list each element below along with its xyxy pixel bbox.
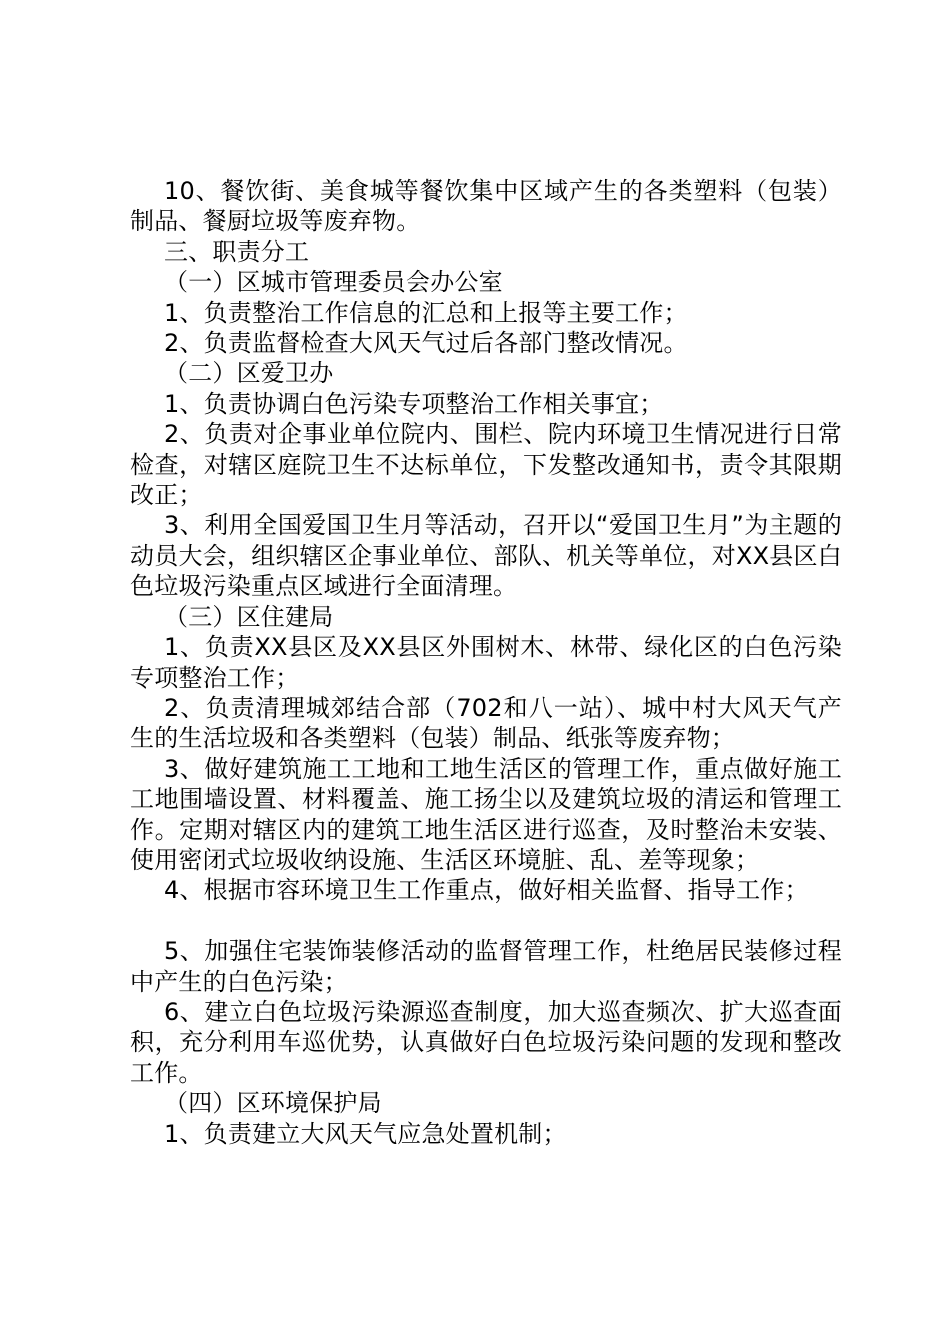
paragraph-item: 6、建立白色垃圾污染源巡查制度，加大巡查频次、扩大巡查面积，充分利用车巡优势，认真做好白色垃圾污染问题的发现和整改工作。 bbox=[130, 997, 842, 1087]
paragraph-item: 5、加强住宅装饰装修活动的监督管理工作，杜绝居民装修过程中产生的白色污染； bbox=[130, 937, 842, 996]
subsection-heading-patriotic-health: （二）区爱卫办 bbox=[164, 359, 334, 388]
paragraph-item-10: 10、餐饮街、美食城等餐饮集中区域产生的各类塑料（包装）制品、餐厨垃圾等废弃物。 bbox=[130, 177, 842, 236]
subsection-heading-environmental-protection: （四）区环境保护局 bbox=[164, 1089, 382, 1118]
document-body bbox=[130, 176, 842, 1149]
section-heading-duties: 三、职责分工 bbox=[164, 237, 310, 266]
paragraph-item: 1、负责整治工作信息的汇总和上报等主要工作； bbox=[164, 298, 688, 327]
paragraph-item: 2、负责对企事业单位院内、围栏、院内环境卫生情况进行日常检查，对辖区庭院卫生不达标单位，下发整改通知书，责令其限期改正； bbox=[130, 420, 842, 510]
subsection-heading-city-management: （一）区城市管理委员会办公室 bbox=[164, 268, 503, 297]
paragraph-item: 2、负责监督检查大风天气过后各部门整改情况。 bbox=[164, 329, 688, 358]
paragraph-item: 3、做好建筑施工工地和工地生活区的管理工作，重点做好施工工地围墙设置、材料覆盖、施工扬尘以及建筑垃圾的清运和管理工作。定期对辖区内的建筑工地生活区进行巡查，及时整治未安装、使用密闭式垃圾收纳设施、生活区环境脏、乱、差等现象； bbox=[130, 754, 842, 874]
paragraph-item: 1、负责建立大风天气应急处置机制； bbox=[164, 1119, 567, 1148]
paragraph-item: 1、负责XX县区及XX县区外围树木、林带、绿化区的白色污染专项整治工作； bbox=[130, 633, 842, 692]
paragraph-item: 1、负责协调白色污染专项整治工作相关事宜； bbox=[164, 389, 664, 418]
paragraph-item: 4、根据市容环境卫生工作重点，做好相关监督、指导工作； bbox=[164, 876, 809, 905]
subsection-heading-housing-construction: （三）区住建局 bbox=[164, 602, 334, 631]
paragraph-item: 2、负责清理城郊结合部（702和八一站）、城中村大风天气产生的生活垃圾和各类塑料（包装）制品、纸张等废弃物； bbox=[130, 693, 842, 753]
paragraph-item: 3、利用全国爱国卫生月等活动，召开以“爱国卫生月”为主题的动员大会，组织辖区企事业单位、部队、机关等单位，对XX县区白色垃圾污染重点区域进行全面清理。 bbox=[130, 511, 842, 601]
